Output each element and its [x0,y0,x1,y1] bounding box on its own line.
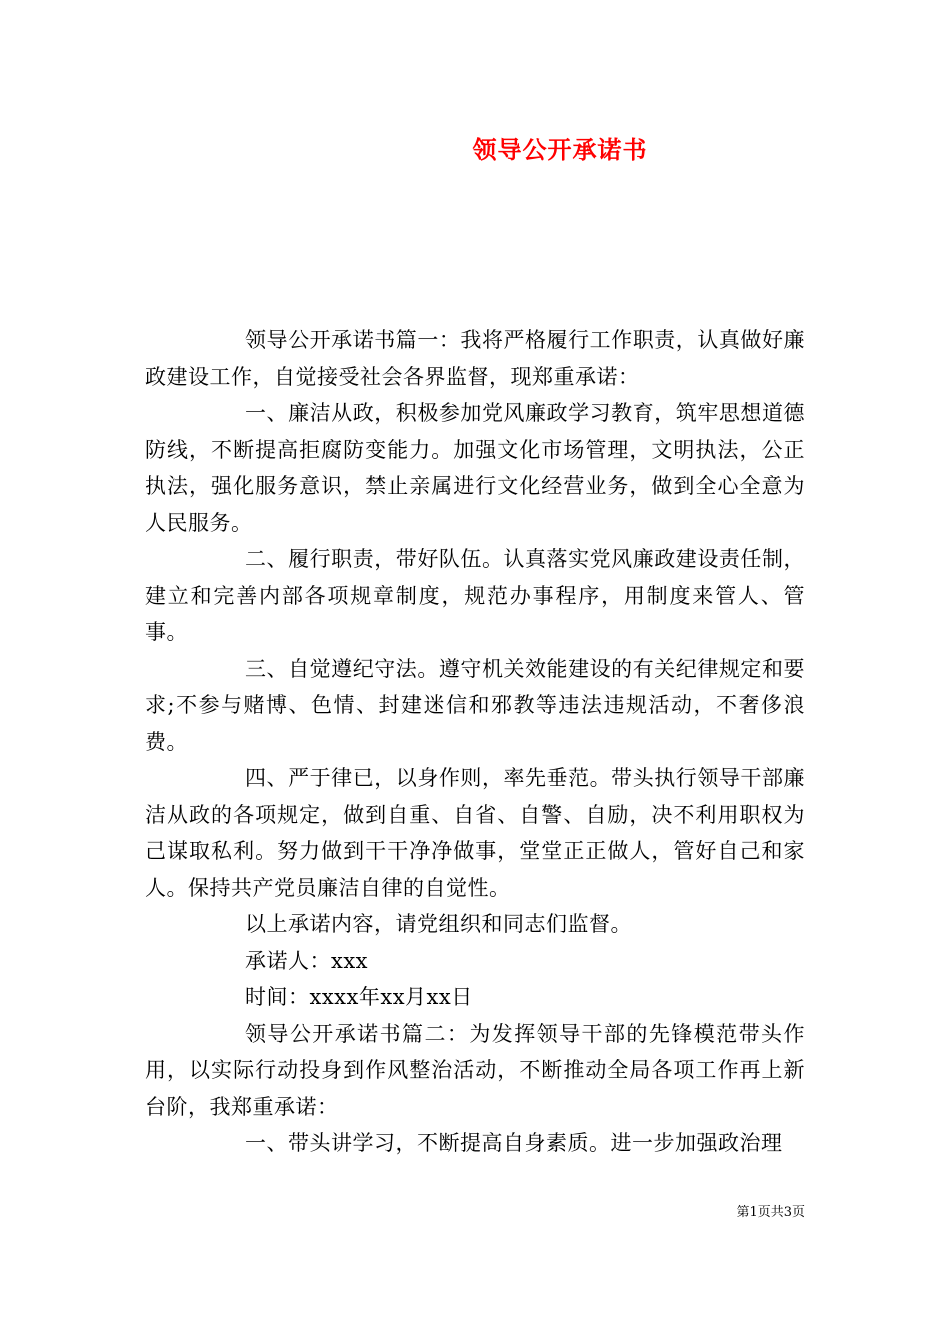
document-title: 领导公开承诺书 [472,135,648,164]
paragraph-6: 以上承诺内容，请党组织和同志们监督。 [245,912,632,936]
paragraph-3: 二、履行职责，带好队伍。认真落实党风廉政建设责任制，建立和完善内部各项规章制度，规范办事程序，用制度来管人、管事。 [145,547,805,644]
date-line: 时间：xxxx年xx月xx日 [245,985,473,1009]
paragraph-7: 领导公开承诺书篇二：为发挥领导干部的先锋模范带头作用，以实际行动投身到作风整治活动，不断推动全局各项工作再上新台阶，我郑重承诺： [145,1021,805,1119]
paragraph-8: 一、带头讲学习，不断提高自身素质。进一步加强政治理 [245,1131,783,1155]
paragraph-4: 三、自觉遵纪守法。遵守机关效能建设的有关纪律规定和要求;不参与赌博、色情、封建迷信和邪教等违法违规活动，不奢侈浪费。 [145,656,805,754]
paragraph-1: 领导公开承诺书篇一：我将严格履行工作职责，认真做好廉政建设工作，自觉接受社会各界监督，现郑重承诺： [145,328,805,389]
document-body [145,322,805,1162]
page-number-footer: 第1页共3页 [736,1205,805,1220]
paragraph-5: 四、严于律已，以身作则，率先垂范。带头执行领导干部廉洁从政的各项规定，做到自重、自省、自警、自励，决不利用职权为己谋取私利。努力做到干干净净做事，堂堂正正做人，管好自己和家人。保持共产党员廉洁自律的自觉性。 [145,766,805,900]
paragraph-2: 一、廉洁从政，积极参加党风廉政学习教育，筑牢思想道德防线，不断提高拒腐防变能力。加强文化市场管理，文明执法，公正执法，强化服务意识，禁止亲属进行文化经营业务，做到全心全意为人民服务。 [145,401,805,535]
signer-line: 承诺人：xxx [245,948,369,973]
